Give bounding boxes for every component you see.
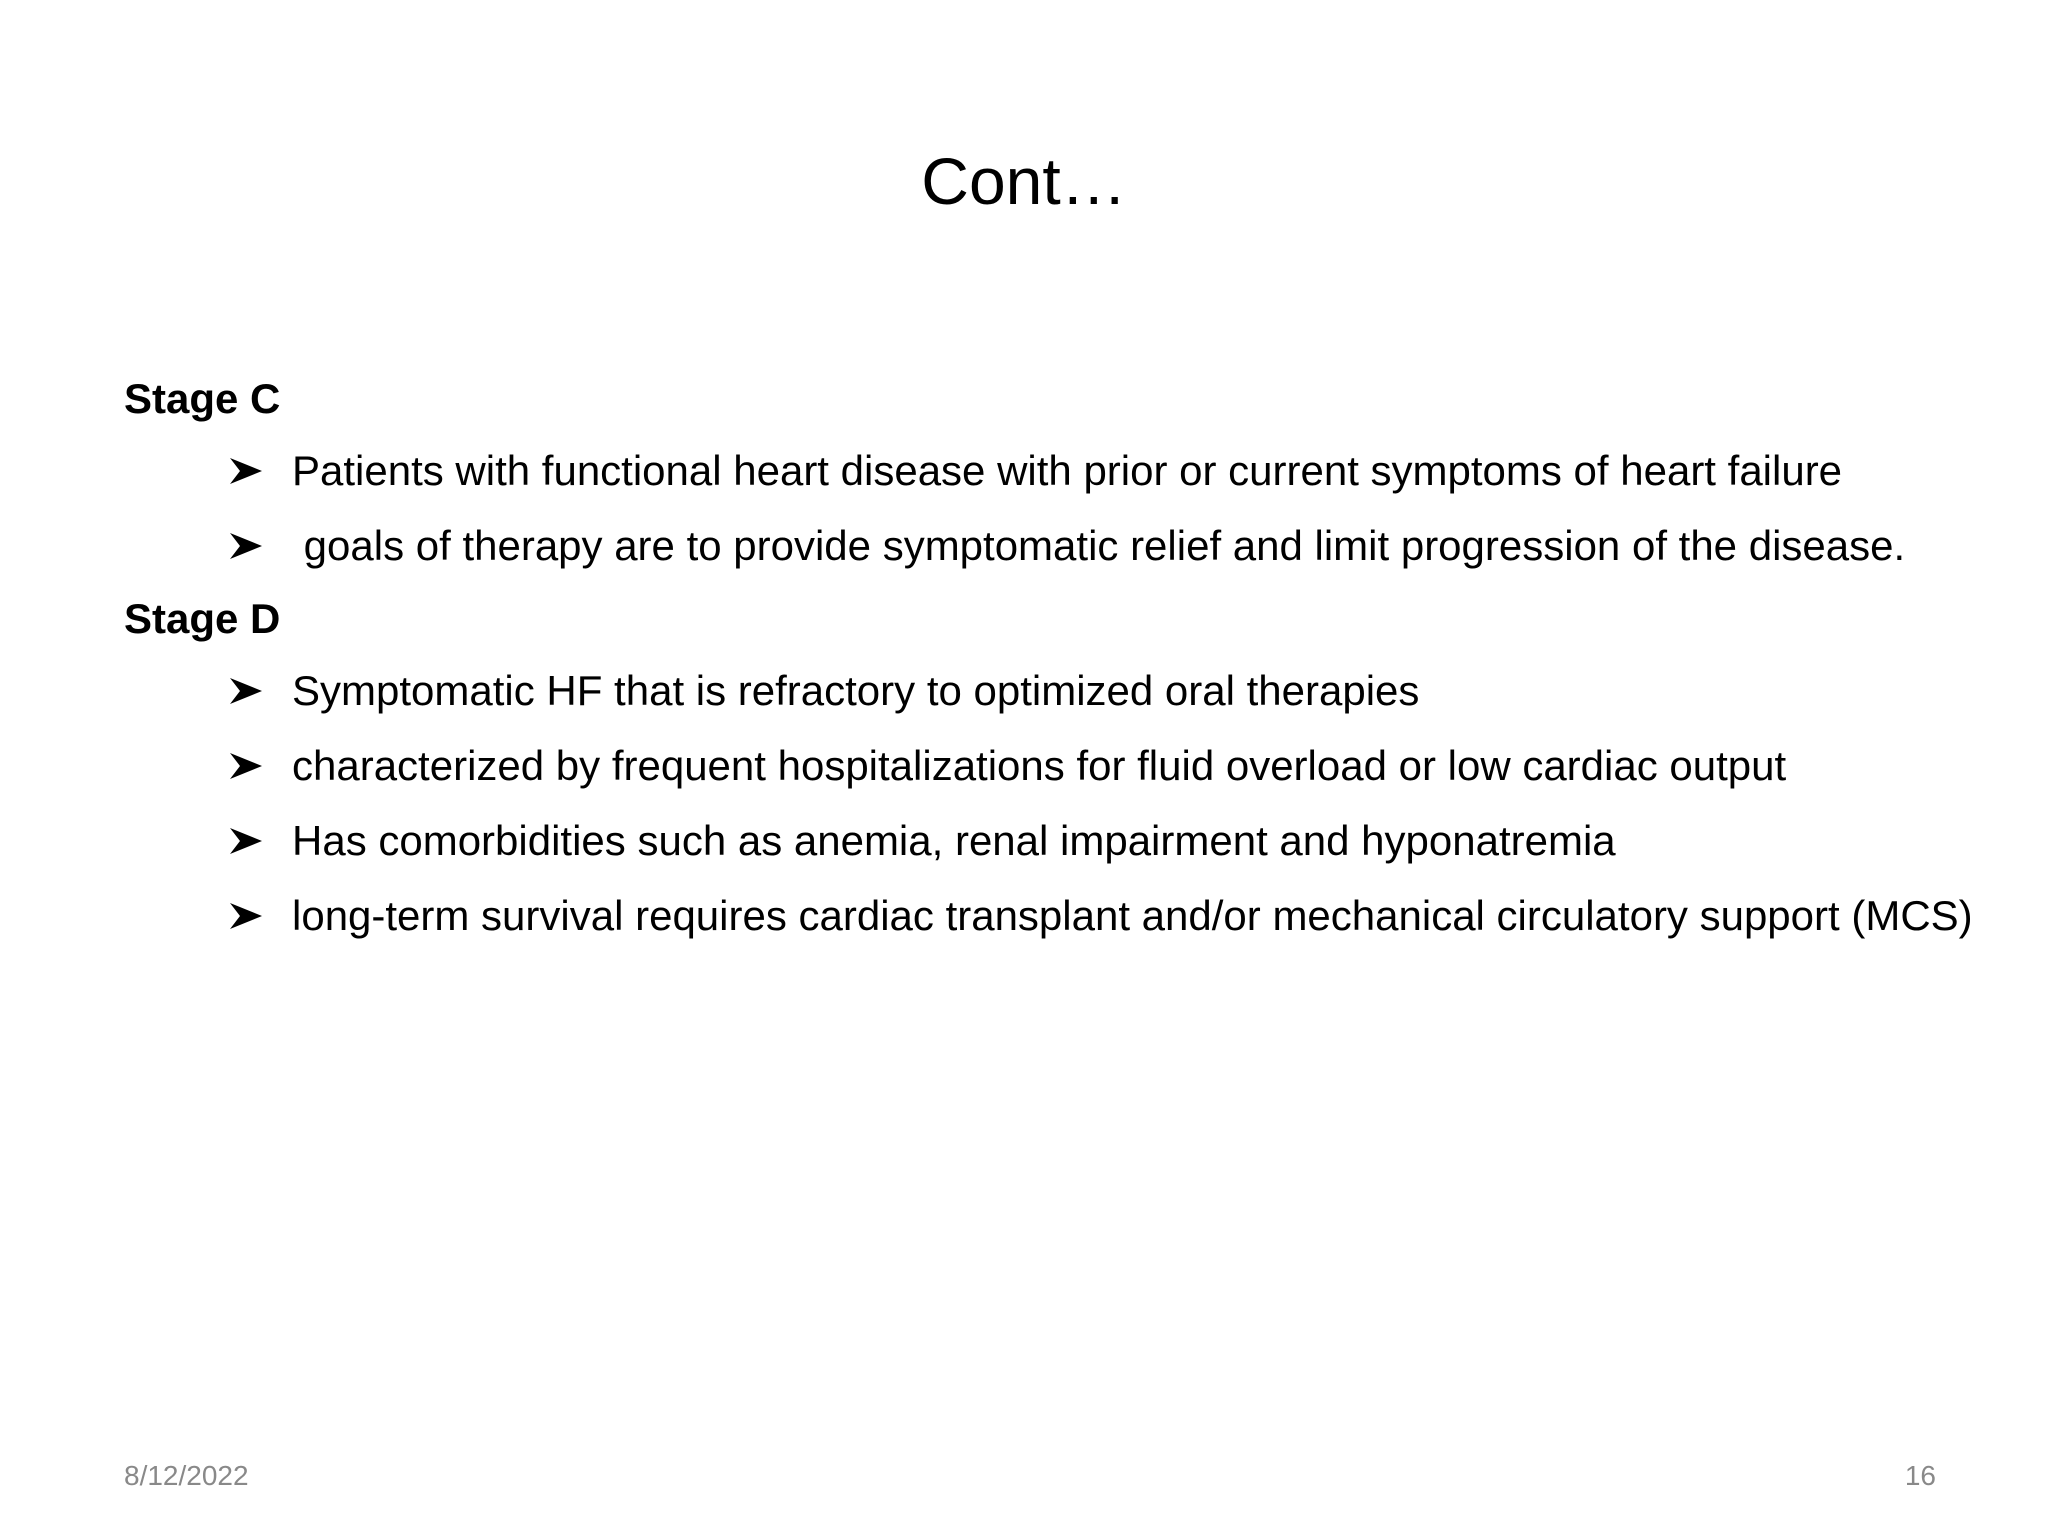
arrowhead-bullet-icon — [228, 751, 264, 781]
arrowhead-bullet-icon — [228, 901, 264, 931]
bullet-item — [124, 660, 1974, 721]
arrowhead-bullet-icon — [228, 826, 264, 856]
bullet-text: Has comorbidities such as anemia, renal impairment and hyponatremia — [292, 817, 1616, 864]
bullet-item — [124, 810, 1974, 871]
bullet-text: Symptomatic HF that is refractory to optimized oral therapies — [292, 667, 1420, 714]
arrowhead-bullet-icon — [228, 456, 264, 486]
bullet-text: long-term survival requires cardiac transplant and/or mechanical circulatory support (MCS) — [292, 892, 1973, 939]
section-heading-stage-c: Stage C — [124, 375, 281, 422]
bullet-text: characterized by frequent hospitalizations for fluid overload or low cardiac output — [292, 742, 1787, 789]
bullet-item — [124, 515, 1974, 576]
bullet-item — [124, 885, 1974, 946]
slide-title: Cont… — [921, 144, 1127, 218]
arrowhead-bullet-icon — [228, 531, 264, 561]
arrowhead-bullet-icon — [228, 676, 264, 706]
footer-date: 8/12/2022 — [124, 1460, 249, 1491]
slide-content — [124, 370, 1974, 960]
section-heading-stage-d: Stage D — [124, 595, 281, 642]
bullet-item — [124, 440, 1974, 501]
footer-page-number: 16 — [1904, 1460, 1936, 1491]
bullet-text: goals of therapy are to provide symptomatic relief and limit progression of the disease. — [292, 522, 1906, 569]
bullet-text: Patients with functional heart disease with prior or current symptoms of heart failure — [292, 447, 1843, 494]
bullet-item — [124, 735, 1974, 796]
